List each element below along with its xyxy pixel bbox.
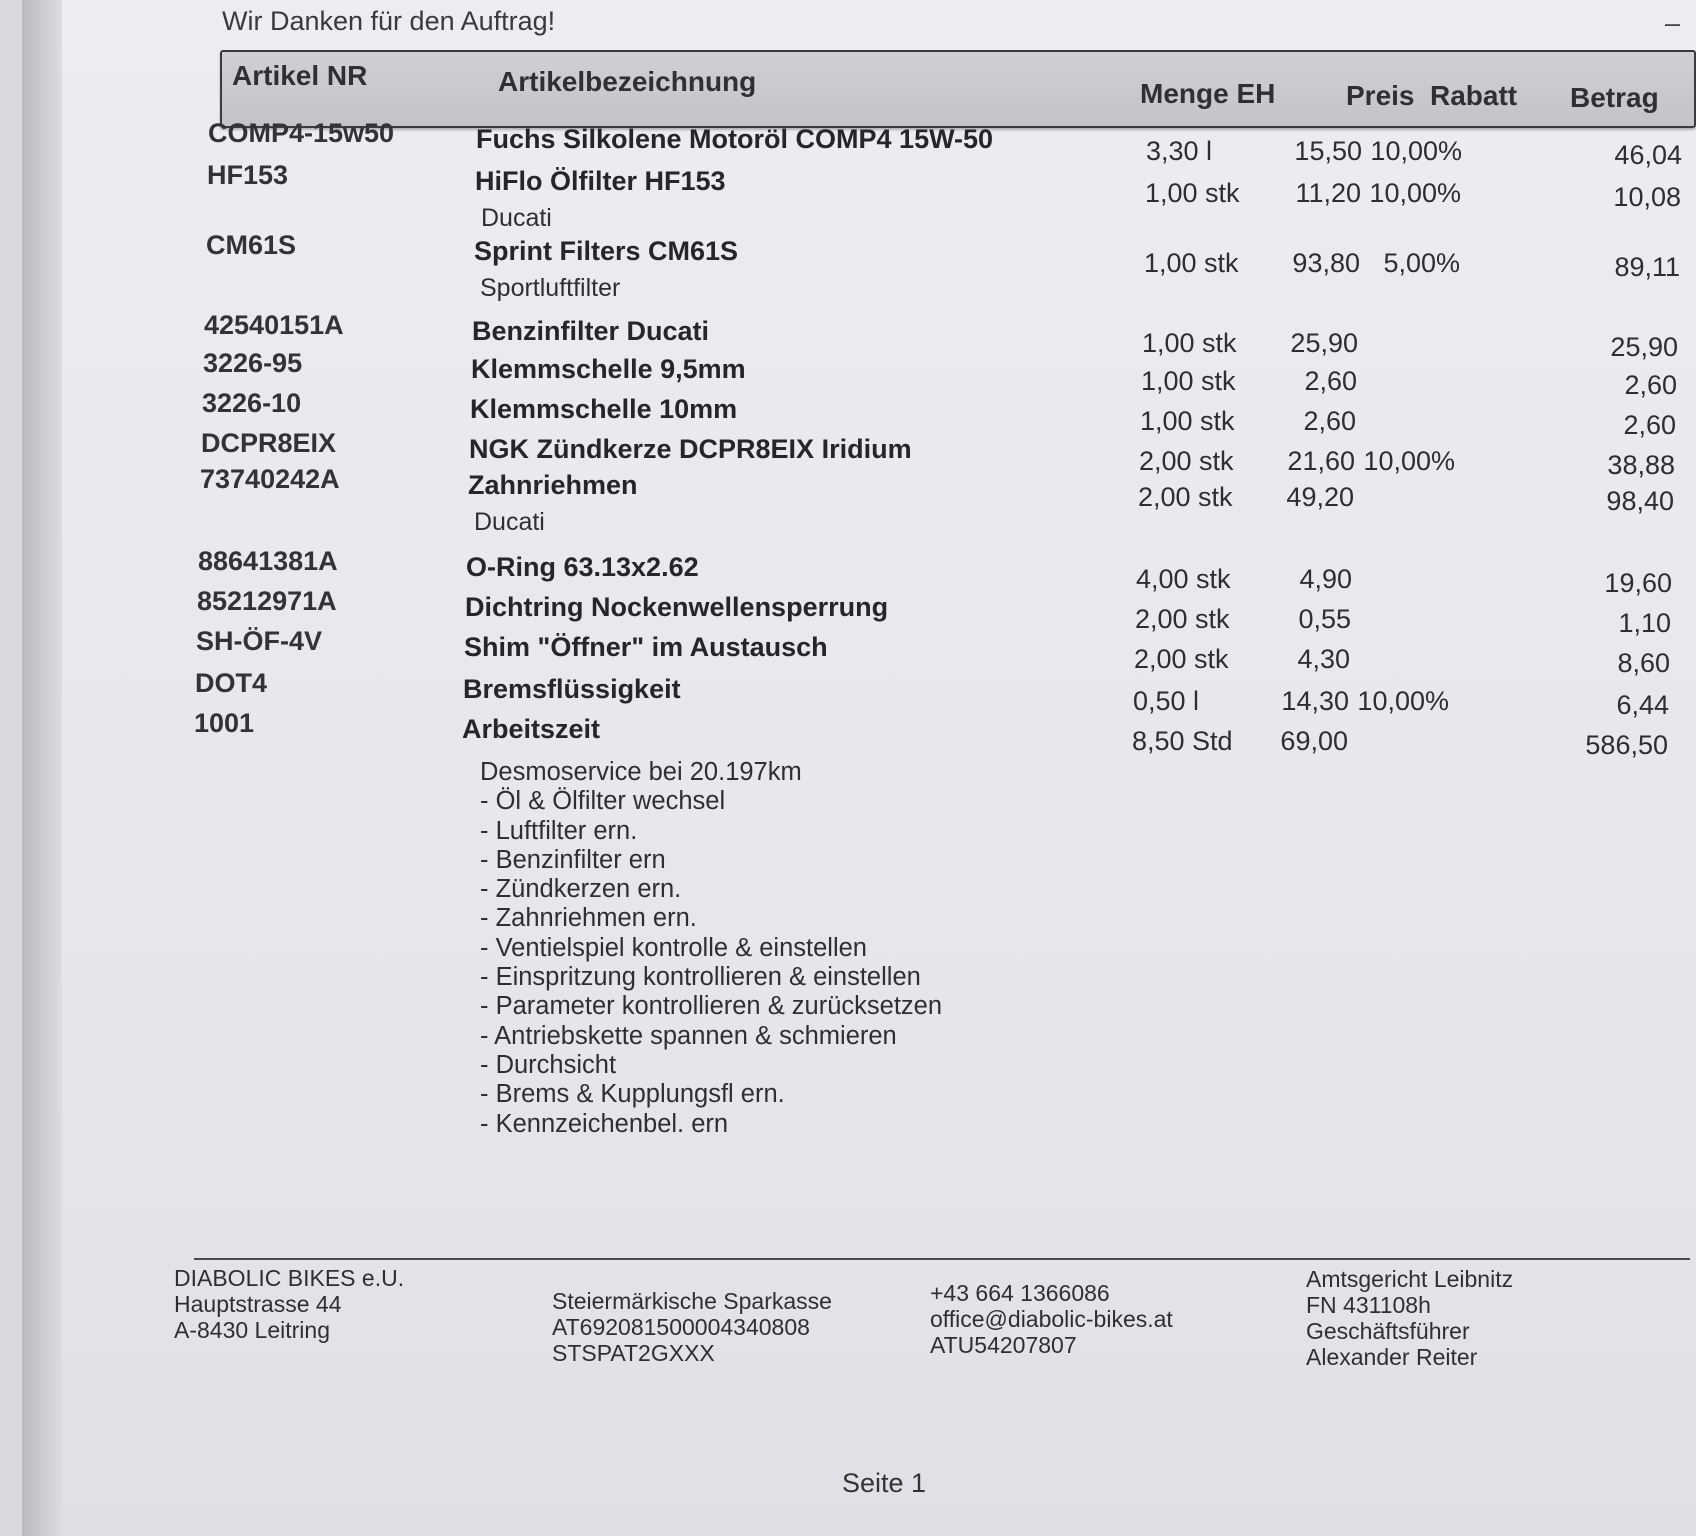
legal-court: Amtsgericht Leibnitz <box>1306 1266 1514 1292</box>
item-amount: 2,60 <box>1624 370 1677 400</box>
note-line: - Zahnriehmen ern. <box>480 904 697 933</box>
item-quantity: 2,00 stk <box>1139 446 1234 476</box>
footer-divider <box>194 1258 1690 1260</box>
note-line: - Benzinfilter ern <box>480 845 666 874</box>
note-line: - Antriebskette spannen & schmieren <box>480 1021 897 1050</box>
item-description: Sprint Filters CM61S <box>474 236 739 266</box>
item-number: DOT4 <box>195 668 268 698</box>
item-description: Arbeitszeit <box>462 714 601 744</box>
item-description: Shim "Öffner" im Austausch <box>464 632 828 662</box>
item-number: 3226-95 <box>203 348 303 378</box>
thank-you-text: Wir Danken für den Auftrag! <box>222 6 556 36</box>
item-quantity: 0,50 l <box>1133 686 1200 716</box>
note-line: - Einspritzung kontrollieren & einstellen <box>480 963 921 992</box>
item-number: DCPR8EIX <box>201 428 337 458</box>
item-description: NGK Zündkerze DCPR8EIX Iridium <box>469 434 912 464</box>
footer-company <box>174 1265 404 1343</box>
item-quantity: 8,50 Std <box>1132 726 1233 756</box>
item-price: 15,50 <box>1294 136 1362 166</box>
item-description: O-Ring 63.13x2.62 <box>466 552 699 582</box>
header-preis: Preis <box>1346 80 1415 111</box>
note-line: Desmoservice bei 20.197km <box>480 758 802 786</box>
legal-manager: Alexander Reiter <box>1306 1344 1478 1370</box>
item-description: Zahnriehmen <box>468 470 638 500</box>
bank-bic: STSPAT2GXXX <box>552 1340 715 1366</box>
item-price: 49,20 <box>1286 482 1354 512</box>
item-price: 2,60 <box>1304 366 1357 396</box>
item-amount: 8,60 <box>1617 648 1670 678</box>
company-city: A-8430 Leitring <box>174 1317 330 1343</box>
invoice-page <box>22 0 1696 1536</box>
item-quantity: 3,30 l <box>1146 136 1213 166</box>
item-number: HF153 <box>207 160 289 190</box>
item-description: Fuchs Silkolene Motoröl COMP4 15W-50 <box>476 124 994 154</box>
company-name: DIABOLIC BIKES e.U. <box>174 1265 405 1291</box>
item-amount: 89,11 <box>1614 252 1680 282</box>
service-notes <box>480 758 942 1139</box>
item-price: 4,30 <box>1297 644 1350 674</box>
item-number: 88641381A <box>198 546 338 576</box>
note-line: - Parameter kontrollieren & zurücksetzen <box>480 992 943 1021</box>
header-betrag: Betrag <box>1570 82 1659 113</box>
item-amount: 10,08 <box>1613 182 1681 212</box>
paper-edge-shadow <box>22 0 62 1536</box>
corner-mark: – <box>1664 8 1680 38</box>
item-quantity: 2,00 stk <box>1134 644 1229 674</box>
item-price: 4,90 <box>1299 564 1352 594</box>
item-description: HiFlo Ölfilter HF153 <box>475 166 726 196</box>
item-amount: 6,44 <box>1616 690 1669 720</box>
item-discount: 10,00% <box>1363 446 1455 476</box>
item-amount: 2,60 <box>1623 410 1676 440</box>
header-artikel-nr: Artikel NR <box>232 60 368 91</box>
contact-email: office@diabolic-bikes.at <box>930 1306 1173 1332</box>
page-number: Seite 1 <box>842 1468 927 1498</box>
company-street: Hauptstrasse 44 <box>174 1291 342 1317</box>
item-number: 3226-10 <box>202 388 302 418</box>
item-price: 69,00 <box>1280 726 1348 756</box>
item-number: CM61S <box>206 230 297 260</box>
item-quantity: 1,00 stk <box>1141 366 1236 396</box>
item-quantity: 2,00 stk <box>1138 482 1233 512</box>
item-quantity: 1,00 stk <box>1145 178 1240 208</box>
header-bezeichnung: Artikelbezeichnung <box>498 66 757 97</box>
item-quantity: 2,00 stk <box>1135 604 1230 634</box>
footer-contact <box>930 1280 1173 1358</box>
note-line: - Kennzeichenbel. ern <box>480 1109 729 1138</box>
footer-legal <box>1306 1266 1513 1370</box>
item-price: 93,80 <box>1292 248 1360 278</box>
item-quantity: 1,00 stk <box>1144 248 1239 278</box>
item-discount: 5,00% <box>1383 248 1460 278</box>
item-amount: 25,90 <box>1610 332 1678 362</box>
item-discount: 10,00% <box>1369 178 1461 208</box>
note-line: - Luftfilter ern. <box>480 816 638 845</box>
note-line: - Ventielspiel kontrolle & einstellen <box>480 933 867 962</box>
item-amount: 1,10 <box>1618 608 1671 638</box>
contact-vat: ATU54207807 <box>930 1332 1077 1358</box>
bank-iban: AT692081500004340808 <box>552 1314 810 1340</box>
item-amount: 46,04 <box>1614 140 1682 170</box>
item-subtitle: Sportluftfilter <box>480 274 621 302</box>
item-price: 14,30 <box>1281 686 1349 716</box>
item-price: 21,60 <box>1287 446 1355 476</box>
footer-bank <box>552 1288 832 1366</box>
note-line: - Öl & Ölfilter wechsel <box>480 787 726 816</box>
legal-fn: FN 431108h <box>1306 1292 1431 1318</box>
table-header <box>220 50 1696 128</box>
item-number: 73740242A <box>200 464 340 494</box>
item-amount: 38,88 <box>1607 450 1675 480</box>
item-description: Klemmschelle 10mm <box>470 394 738 424</box>
item-description: Benzinfilter Ducati <box>472 316 710 346</box>
item-number: COMP4-15w50 <box>208 118 395 148</box>
legal-role: Geschäftsführer <box>1306 1318 1470 1344</box>
item-number: 85212971A <box>197 586 337 616</box>
item-price: 11,20 <box>1295 178 1361 208</box>
item-subtitle: Ducati <box>481 204 552 232</box>
note-line: - Zündkerzen ern. <box>480 875 682 904</box>
item-amount: 98,40 <box>1606 486 1674 516</box>
header-rabatt: Rabatt <box>1430 80 1518 111</box>
item-number: SH-ÖF-4V <box>196 626 323 656</box>
item-description: Bremsflüssigkeit <box>463 674 681 704</box>
item-description: Dichtring Nockenwellensperrung <box>465 592 889 622</box>
header-menge-eh: Menge EH <box>1140 78 1276 109</box>
note-line: - Durchsicht <box>480 1050 617 1079</box>
note-line: - Brems & Kupplungsfl ern. <box>480 1080 785 1109</box>
item-description: Klemmschelle 9,5mm <box>471 354 746 384</box>
bank-name: Steiermärkische Sparkasse <box>552 1288 832 1314</box>
item-quantity: 4,00 stk <box>1136 564 1231 594</box>
item-quantity: 1,00 stk <box>1140 406 1235 436</box>
item-price: 2,60 <box>1303 406 1356 436</box>
item-quantity: 1,00 stk <box>1142 328 1237 358</box>
item-discount: 10,00% <box>1370 136 1462 166</box>
item-price: 25,90 <box>1290 328 1358 358</box>
item-discount: 10,00% <box>1357 686 1449 716</box>
item-price: 0,55 <box>1298 604 1351 634</box>
item-amount: 19,60 <box>1604 568 1672 598</box>
item-amount: 586,50 <box>1585 730 1668 760</box>
item-number: 42540151A <box>204 310 344 340</box>
item-number: 1001 <box>194 708 255 738</box>
item-subtitle: Ducati <box>474 508 545 536</box>
contact-phone: +43 664 1366086 <box>930 1280 1110 1306</box>
